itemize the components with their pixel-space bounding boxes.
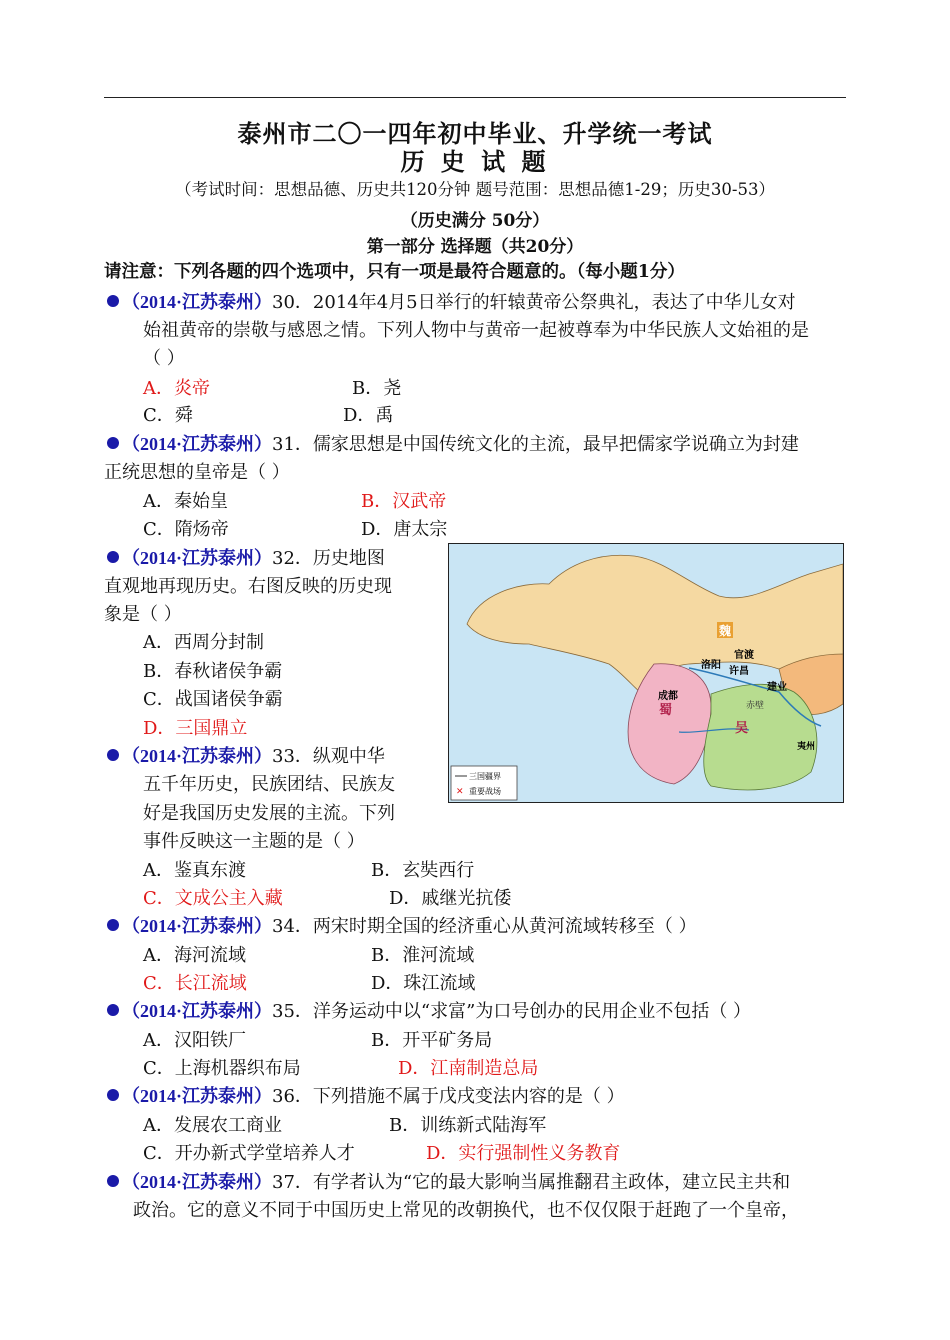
option-33-b: B．玄奘西行 — [371, 860, 475, 881]
map-label-luoyang: 洛阳 — [701, 660, 721, 671]
option-31-c: C．隋炀帝 — [143, 519, 229, 540]
question-33-line-4: 事件反映这一主题的是（ ） — [143, 831, 365, 852]
map-label-chengdu: 成都 — [658, 691, 678, 702]
bullet-icon — [107, 749, 119, 761]
option-32-d: D．三国鼎立 — [143, 718, 248, 739]
question-30-line-3: （ ） — [143, 348, 185, 369]
bullet-icon — [107, 437, 119, 449]
option-32-b: B．春秋诸侯争霸 — [143, 661, 283, 682]
question-37-line-2: 政治。它的意义不同于中国历史上常见的改朝换代，也不仅仅限于赶跑了一个皇帝， — [133, 1200, 799, 1221]
question-35-line-1: （2014·江苏泰州）35．洋务运动中以“求富”为口号创办的民用企业不包括（ ） — [107, 997, 751, 1023]
question-31-line-2: 正统思想的皇帝是（ ） — [104, 462, 290, 483]
option-36-c: C．开办新式学堂培养人才 — [143, 1143, 355, 1164]
map-label-yizhou: 夷州 — [797, 742, 816, 752]
question-36-line-1: （2014·江苏泰州）36．下列措施不属于戊戌变法内容的是（ ） — [107, 1082, 625, 1108]
top-rule — [104, 97, 846, 98]
option-30-a: A．炎帝 — [143, 378, 210, 399]
three-kingdoms-map — [448, 543, 844, 803]
option-33-d: D．戚继光抗倭 — [389, 888, 512, 909]
option-33-a: A．鉴真东渡 — [143, 860, 246, 881]
source-tag: （2014·江苏泰州） — [122, 292, 273, 312]
option-34-c: C．长江流域 — [143, 973, 247, 994]
source-tag: （2014·江苏泰州） — [122, 1001, 273, 1021]
option-31-a: A．秦始皇 — [143, 491, 228, 512]
map-label-guandu: 官渡 — [734, 650, 754, 661]
option-35-b: B．开平矿务局 — [371, 1030, 493, 1051]
source-tag: （2014·江苏泰州） — [122, 746, 273, 766]
question-32-line-3: 象是（ ） — [104, 604, 182, 625]
option-35-a: A．汉阳铁厂 — [143, 1030, 246, 1051]
option-34-d: D．珠江流域 — [371, 973, 476, 994]
map-label-wei: 魏 — [719, 624, 732, 638]
option-34-a: A．海河流域 — [143, 945, 246, 966]
map-label-chibi: 赤壁 — [746, 701, 765, 711]
map-label-wu: 吴 — [735, 721, 749, 736]
part-title: 第一部分 选择题（共20分） — [366, 237, 584, 257]
question-31-line-1: （2014·江苏泰州）31．儒家思想是中国传统文化的主流，最早把儒家学说确立为封建 — [107, 430, 799, 456]
question-34-line-1: （2014·江苏泰州）34．两宋时期全国的经济重心从黄河流域转移至（ ） — [107, 912, 697, 938]
option-31-d: D．唐太宗 — [361, 519, 448, 540]
subject-title: 历 史 试 题 — [400, 147, 550, 176]
option-32-c: C．战国诸侯争霸 — [143, 689, 283, 710]
question-30-line-2: 始祖黄帝的崇敬与感恩之情。下列人物中与黄帝一起被尊奉为中华民族人文始祖的是 — [143, 320, 809, 341]
option-30-d: D．禹 — [343, 405, 394, 426]
legend-borders: 三国疆界 — [469, 772, 501, 781]
full-score: （历史满分 50分） — [400, 211, 550, 231]
option-36-b: B．训练新式陆海军 — [389, 1115, 547, 1136]
bullet-icon — [107, 919, 119, 931]
bullet-icon — [107, 551, 119, 563]
question-33-line-3: 好是我国历史发展的主流。下列 — [143, 803, 395, 824]
question-32-line-1: （2014·江苏泰州）32．历史地图 — [107, 544, 385, 570]
source-tag: （2014·江苏泰州） — [122, 434, 273, 454]
option-35-c: C．上海机器织布局 — [143, 1058, 301, 1079]
option-35-d: D．江南制造总局 — [398, 1058, 539, 1079]
bullet-icon — [107, 1089, 119, 1101]
legend-battlefields: 重要战场 — [469, 787, 501, 796]
question-32-line-2: 直观地再现历史。右图反映的历史现 — [104, 576, 392, 597]
source-tag: （2014·江苏泰州） — [122, 548, 273, 568]
map-label-shu: 蜀 — [659, 703, 673, 718]
bullet-icon — [107, 1004, 119, 1016]
battlefield-legend-icon: ✕ — [456, 787, 464, 797]
option-31-b: B．汉武帝 — [361, 491, 447, 512]
map-graphic — [449, 544, 843, 802]
source-tag: （2014·江苏泰州） — [122, 1086, 273, 1106]
source-tag: （2014·江苏泰州） — [122, 916, 273, 936]
option-30-b: B．尧 — [352, 378, 402, 399]
option-30-c: C．舜 — [143, 405, 193, 426]
exam-info: （考试时间：思想品德、历史共120分钟 题号范围：思想品德1-29；历史30-53） — [175, 180, 775, 199]
bullet-icon — [107, 295, 119, 307]
option-36-d: D．实行强制性义务教育 — [426, 1143, 621, 1164]
option-32-a: A．西周分封制 — [143, 632, 264, 653]
option-36-a: A．发展农工商业 — [143, 1115, 282, 1136]
question-33-line-2: 五千年历史，民族团结、民族友 — [143, 774, 395, 795]
notice: 请注意：下列各题的四个选项中，只有一项是最符合题意的。（每小题1分） — [104, 262, 685, 282]
question-30-line-1: （2014·江苏泰州）30．2014年4月5日举行的轩辕黄帝公祭典礼，表达了中华儿女对 — [107, 288, 796, 314]
exam-title: 泰州市二〇一四年初中毕业、升学统一考试 — [237, 119, 713, 148]
question-33-line-1: （2014·江苏泰州）33．纵观中华 — [107, 742, 385, 768]
map-label-xuchang: 许昌 — [729, 666, 749, 677]
source-tag: （2014·江苏泰州） — [122, 1172, 273, 1192]
bullet-icon — [107, 1175, 119, 1187]
question-37-line-1: （2014·江苏泰州）37．有学者认为“它的最大影响当属推翻君主政体，建立民主共和 — [107, 1168, 790, 1194]
map-label-jianye: 建业 — [767, 682, 787, 693]
option-33-c: C．文成公主入藏 — [143, 888, 283, 909]
option-34-b: B．淮河流域 — [371, 945, 475, 966]
